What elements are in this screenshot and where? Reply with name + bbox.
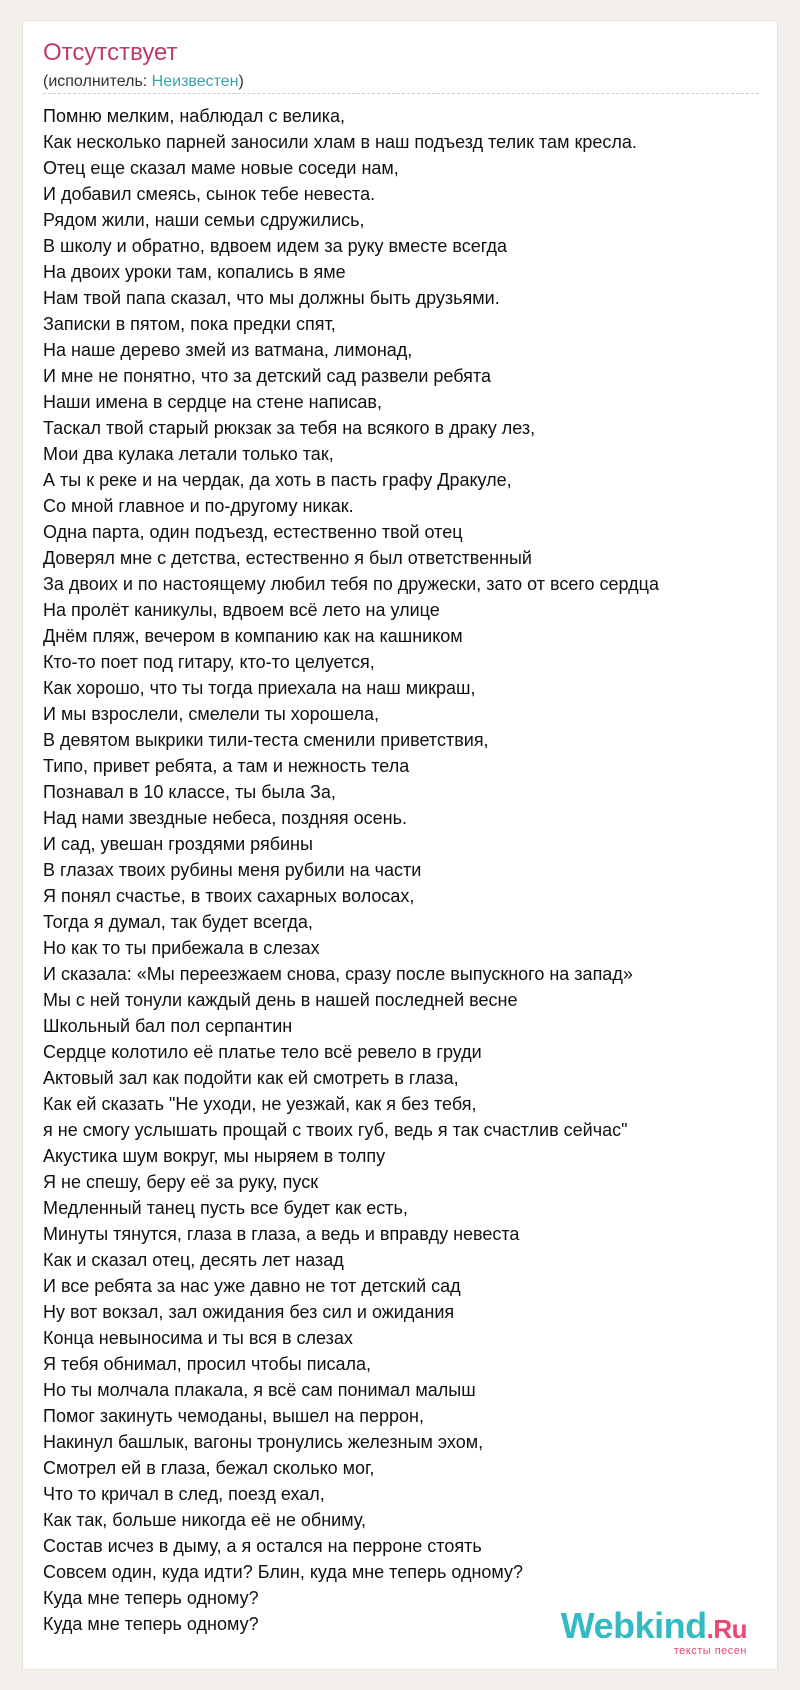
lyric-line: Как и сказал отец, десять лет назад	[43, 1250, 344, 1270]
lyric-line: Нам твой папа сказал, что мы должны быть друзьями.	[43, 288, 500, 308]
lyric-line: Минуты тянутся, глаза в глаза, а ведь и вправду невеста	[43, 1224, 520, 1244]
lyric-line: Над нами звездные небеса, поздняя осень.	[43, 808, 407, 828]
lyric-line: Записки в пятом, пока предки спят,	[43, 314, 336, 334]
lyric-line: Но как то ты прибежала в слезах	[43, 938, 320, 958]
site-logo[interactable]	[560, 1605, 747, 1657]
lyric-line: Одна парта, один подъезд, естественно твой отец	[43, 522, 463, 542]
lyric-line: На двоих уроки там, копались в яме	[43, 262, 346, 282]
lyric-line: я не смогу услышать прощай с твоих губ, ведь я так счастлив сейчас"	[43, 1120, 628, 1140]
lyric-line: А ты к реке и на чердак, да хоть в пасть графу Дракуле,	[43, 470, 512, 490]
lyric-line: Куда мне теперь одному?	[43, 1614, 259, 1634]
lyric-line: Рядом жили, наши семьи сдружились,	[43, 210, 365, 230]
lyric-line: Куда мне теперь одному?	[43, 1588, 259, 1608]
lyric-line: Тогда я думал, так будет всегда,	[43, 912, 313, 932]
lyric-line: Я не спешу, беру её за руку, пуск	[43, 1172, 319, 1192]
lyric-line: Школьный бал пол серпантин	[43, 1016, 293, 1036]
lyric-line: На наше дерево змей из ватмана, лимонад,	[43, 340, 413, 360]
lyric-line: Конца невыносима и ты вся в слезах	[43, 1328, 353, 1348]
lyric-line: И добавил смеясь, сынок тебе невеста.	[43, 184, 376, 204]
lyric-line: Как так, больше никогда её не обниму,	[43, 1510, 366, 1530]
lyric-line: Наши имена в сердце на стене написав,	[43, 392, 382, 412]
lyric-line: Состав исчез в дыму, а я остался на перроне стоять	[43, 1536, 482, 1556]
lyric-line: Смотрел ей в глаза, бежал сколько мог,	[43, 1458, 375, 1478]
artist-link[interactable]: Неизвестен	[151, 73, 239, 90]
lyric-line: Совсем один, куда идти? Блин, куда мне теперь одному?	[43, 1562, 524, 1582]
artist-line	[43, 73, 244, 91]
lyric-line: Помог закинуть чемоданы, вышел на перрон,	[43, 1406, 424, 1426]
lyric-line: Что то кричал в след, поезд ехал,	[43, 1484, 325, 1504]
lyric-line: Накинул башлык, вагоны тронулись железным эхом,	[43, 1432, 484, 1452]
lyric-line: Отец еще сказал маме новые соседи нам,	[43, 158, 399, 178]
lyrics-card	[22, 20, 778, 1670]
logo-tld: .Ru	[706, 1614, 747, 1644]
lyric-line: Акустика шум вокруг, мы ныряем в толпу	[43, 1146, 386, 1166]
lyric-line: Кто-то поет под гитару, кто-то целуется,	[43, 652, 375, 672]
divider	[43, 93, 759, 94]
lyric-line: Доверял мне с детства, естественно я был ответственный	[43, 548, 532, 568]
artist-suffix: )	[238, 73, 244, 90]
lyric-line: Как хорошо, что ты тогда приехала на наш микраш,	[43, 678, 476, 698]
lyric-line: Я понял счастье, в твоих сахарных волосах,	[43, 886, 415, 906]
lyric-line: В школу и обратно, вдвоем идем за руку вместе всегда	[43, 236, 508, 256]
lyric-line: Я тебя обнимал, просил чтобы писала,	[43, 1354, 372, 1374]
lyric-line: И все ребята за нас уже давно не тот детский сад	[43, 1276, 461, 1296]
logo-wordmark	[560, 1605, 747, 1647]
lyric-line: Мы с ней тонули каждый день в нашей последней весне	[43, 990, 518, 1010]
lyric-line: И мы взрослели, смелели ты хорошела,	[43, 704, 380, 724]
lyric-line: И сад, увешан гроздями рябины	[43, 834, 313, 854]
artist-prefix: (исполнитель:	[43, 73, 152, 90]
logo-main-text: Webkind	[560, 1605, 707, 1646]
lyric-line: Помню мелким, наблюдал с велика,	[43, 106, 346, 126]
logo-tagline: тексты песен	[673, 1645, 747, 1657]
lyric-line: В глазах твоих рубины меня рубили на части	[43, 860, 422, 880]
lyric-line: Мои два кулака летали только так,	[43, 444, 334, 464]
lyric-line: Типо, привет ребята, а там и нежность тела	[43, 756, 410, 776]
lyric-line: Актовый зал как подойти как ей смотреть в глаза,	[43, 1068, 459, 1088]
song-title: Отсутствует	[43, 39, 178, 66]
lyric-line: И сказала: «Мы переезжаем снова, сразу после выпускного на запад»	[43, 964, 633, 984]
lyrics-text	[43, 103, 763, 1637]
lyric-line: Ну вот вокзал, зал ожидания без сил и ожидания	[43, 1302, 455, 1322]
lyric-line: За двоих и по настоящему любил тебя по дружески, зато от всего сердца	[43, 574, 659, 594]
lyric-line: Со мной главное и по-другому никак.	[43, 496, 354, 516]
lyric-line: На пролёт каникулы, вдвоем всё лето на улице	[43, 600, 440, 620]
lyric-line: Познавал в 10 классе, ты была За,	[43, 782, 336, 802]
lyric-line: Таскал твой старый рюкзак за тебя на всякого в драку лез,	[43, 418, 536, 438]
lyric-line: Как несколько парней заносили хлам в наш подъезд телик там кресла.	[43, 132, 637, 152]
lyric-line: Но ты молчала плакала, я всё сам понимал малыш	[43, 1380, 476, 1400]
lyric-line: В девятом выкрики тили-теста сменили приветствия,	[43, 730, 489, 750]
lyric-line: Днём пляж, вечером в компанию как на кашником	[43, 626, 463, 646]
lyric-line: И мне не понятно, что за детский сад развели ребята	[43, 366, 491, 386]
lyric-line: Как ей сказать "Не уходи, не уезжай, как я без тебя,	[43, 1094, 477, 1114]
lyric-line: Сердце колотило её платье тело всё ревело в груди	[43, 1042, 482, 1062]
lyric-line: Медленный танец пусть все будет как есть,	[43, 1198, 408, 1218]
